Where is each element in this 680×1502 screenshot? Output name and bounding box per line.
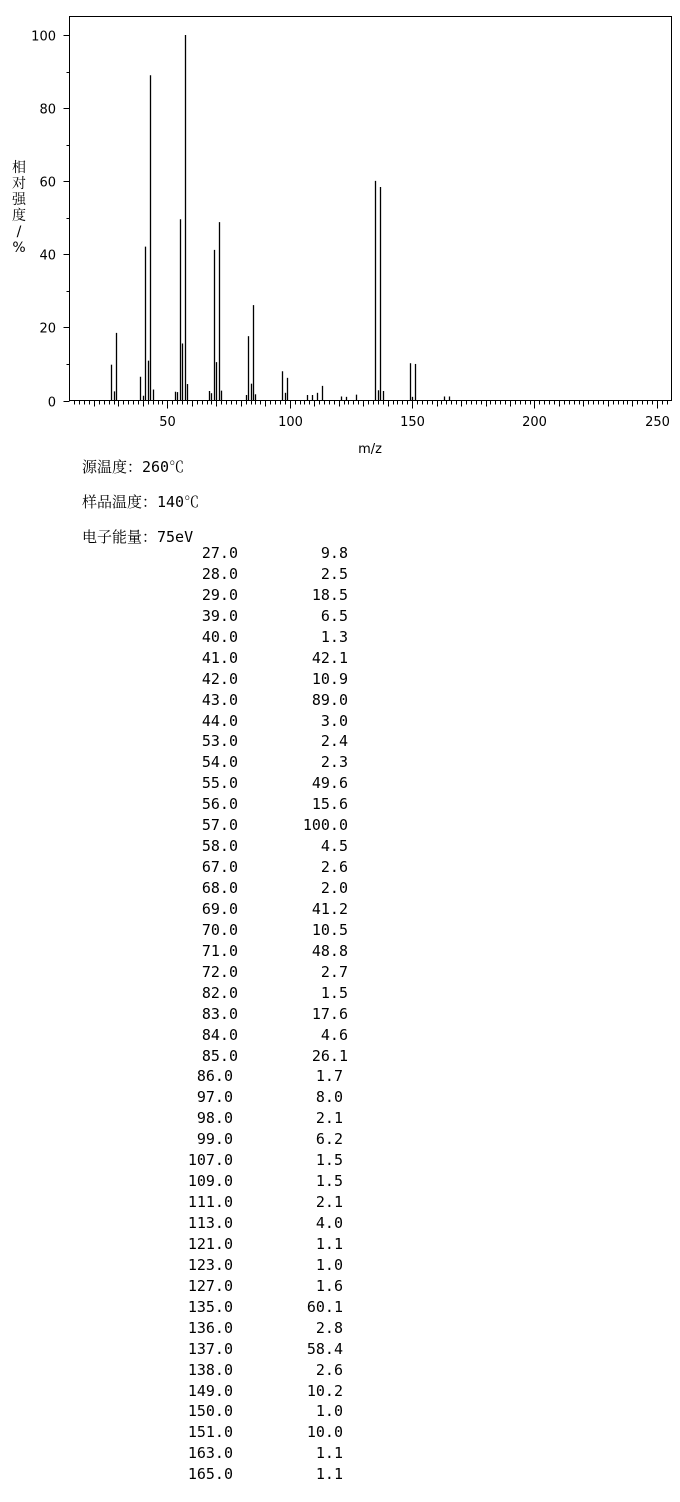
table-row [0, 1464, 680, 1485]
table-row [0, 1381, 680, 1402]
mz-value: 44.0 [201, 711, 238, 730]
abundance-value: 58.4 [306, 1339, 343, 1358]
mz-value: 97.0 [196, 1088, 233, 1107]
abundance-value: 1.7 [315, 1067, 343, 1086]
abundance-value: 9.8 [320, 544, 348, 562]
mass-spectrum-chart [0, 0, 680, 462]
x-tick-label: 100 [278, 415, 303, 430]
abundance-value: 1.1 [315, 1234, 343, 1253]
mz-value: 70.0 [201, 920, 238, 939]
x-tick-label: 150 [400, 415, 425, 430]
mz-value: 58.0 [201, 837, 238, 856]
abundance-value: 2.3 [320, 753, 348, 772]
y-tick-label: 80 [39, 102, 56, 118]
abundance-value: 2.1 [315, 1193, 343, 1212]
table-row [0, 1066, 680, 1087]
table-row [0, 794, 680, 815]
abundance-value: 2.1 [315, 1109, 343, 1128]
mz-value: 71.0 [201, 941, 238, 960]
abundance-value: 4.5 [320, 837, 348, 856]
y-tick-label: 0 [47, 395, 56, 411]
abundance-value: 1.0 [315, 1402, 343, 1421]
abundance-value: 100.0 [302, 816, 348, 835]
abundance-value: 10.5 [311, 920, 348, 939]
x-axis-label: m/z [358, 442, 382, 457]
table-row [0, 899, 680, 920]
x-axis-ticks [159, 401, 670, 431]
mz-value: 109.0 [187, 1172, 233, 1191]
abundance-value: 60.1 [306, 1297, 343, 1316]
table-row [0, 731, 680, 752]
table-row [0, 1339, 680, 1360]
table-row [0, 1401, 680, 1422]
abundance-value: 2.0 [320, 879, 348, 897]
mz-value: 111.0 [187, 1193, 233, 1212]
mz-value: 55.0 [201, 774, 238, 793]
mz-value: 151.0 [187, 1423, 233, 1442]
table-row [0, 983, 680, 1004]
peak-bars [112, 35, 450, 401]
mz-value: 29.0 [201, 585, 238, 604]
abundance-value: 2.7 [320, 962, 348, 981]
mz-value: 136.0 [187, 1318, 233, 1337]
table-row [0, 606, 680, 627]
mz-value: 85.0 [201, 1046, 238, 1065]
sample-temperature: 样品温度：140℃ [82, 493, 200, 511]
table-row [0, 1046, 680, 1067]
abundance-value: 6.2 [315, 1130, 343, 1149]
y-axis-label-char: 相 [12, 160, 26, 176]
electron-energy: 电子能量：75eV [82, 528, 194, 546]
table-row [0, 1255, 680, 1276]
table-row [0, 941, 680, 962]
mz-value: 84.0 [201, 1025, 238, 1044]
table-row [0, 1192, 680, 1213]
table-row [0, 1234, 680, 1255]
y-axis-label-char: / [16, 224, 22, 240]
mz-value: 82.0 [201, 983, 238, 1002]
abundance-value: 1.6 [315, 1276, 343, 1295]
y-tick-label: 100 [31, 29, 56, 45]
abundance-value: 41.2 [311, 899, 348, 918]
table-row [0, 773, 680, 794]
table-row [0, 1318, 680, 1339]
table-row [0, 836, 680, 857]
mz-value: 27.0 [201, 544, 238, 562]
table-row [0, 962, 680, 983]
x-tick-label: 200 [522, 415, 547, 430]
abundance-value: 6.5 [320, 606, 348, 625]
abundance-value: 10.9 [311, 669, 348, 688]
abundance-value: 1.1 [315, 1444, 343, 1463]
mz-value: 43.0 [201, 690, 238, 709]
table-row [0, 543, 680, 564]
abundance-value: 49.6 [311, 774, 348, 793]
table-row [0, 1004, 680, 1025]
abundance-value: 26.1 [311, 1046, 348, 1065]
mz-value: 42.0 [201, 669, 238, 688]
table-row [0, 1276, 680, 1297]
mz-value: 41.0 [201, 648, 238, 667]
mz-value: 39.0 [201, 606, 238, 625]
mz-value: 123.0 [187, 1255, 233, 1274]
abundance-value: 1.5 [315, 1172, 343, 1191]
abundance-value: 3.0 [320, 711, 348, 730]
table-row [0, 585, 680, 606]
table-row [0, 1129, 680, 1150]
table-row [0, 1150, 680, 1171]
mz-value: 54.0 [201, 753, 238, 772]
mz-value: 68.0 [201, 879, 238, 897]
abundance-value: 10.0 [306, 1423, 343, 1442]
mz-value: 150.0 [187, 1402, 233, 1421]
y-tick-label: 20 [39, 321, 56, 337]
abundance-value: 2.4 [320, 732, 348, 751]
mz-value: 127.0 [187, 1276, 233, 1295]
y-tick-label: 40 [39, 248, 56, 264]
abundance-value: 1.3 [320, 627, 348, 646]
table-row [0, 857, 680, 878]
y-axis-label [12, 159, 27, 256]
y-axis-label-char: % [12, 240, 26, 256]
table-row [0, 1422, 680, 1443]
mz-value: 86.0 [196, 1067, 233, 1086]
table-row [0, 1171, 680, 1192]
mz-value: 40.0 [201, 627, 238, 646]
abundance-value: 1.5 [315, 1151, 343, 1170]
abundance-value: 1.0 [315, 1255, 343, 1274]
abundance-value: 1.5 [320, 983, 348, 1002]
plot-frame [70, 17, 672, 401]
abundance-value: 2.8 [315, 1318, 343, 1337]
table-row [0, 1108, 680, 1129]
abundance-value: 89.0 [311, 690, 348, 709]
y-tick-label: 60 [39, 175, 56, 191]
mz-value: 149.0 [187, 1381, 233, 1400]
table-row [0, 627, 680, 648]
table-row [0, 920, 680, 941]
table-row [0, 752, 680, 773]
mz-value: 121.0 [187, 1234, 233, 1253]
table-row [0, 564, 680, 585]
mz-value: 72.0 [201, 962, 238, 981]
abundance-value: 10.2 [306, 1381, 343, 1400]
table-row [0, 1087, 680, 1108]
mz-value: 83.0 [201, 1004, 238, 1023]
abundance-value: 2.6 [320, 858, 348, 877]
mz-value: 165.0 [187, 1465, 233, 1484]
mz-value: 56.0 [201, 795, 238, 814]
y-axis-label-char: 对 [12, 176, 26, 192]
mz-value: 137.0 [187, 1339, 233, 1358]
abundance-value: 2.5 [320, 564, 348, 583]
mz-value: 99.0 [196, 1130, 233, 1149]
table-row [0, 1213, 680, 1234]
table-row [0, 669, 680, 690]
table-row [0, 1360, 680, 1381]
mz-value: 138.0 [187, 1360, 233, 1379]
mz-value: 57.0 [201, 816, 238, 835]
peak-table [0, 543, 680, 1485]
source-temperature: 源温度：260℃ [82, 458, 185, 476]
table-row [0, 1443, 680, 1464]
mz-value: 135.0 [187, 1297, 233, 1316]
abundance-value: 15.6 [311, 795, 348, 814]
mz-value: 28.0 [201, 564, 238, 583]
x-tick-label: 250 [645, 415, 670, 430]
abundance-value: 17.6 [311, 1004, 348, 1023]
mz-value: 53.0 [201, 732, 238, 751]
x-minor-ticks [75, 401, 668, 407]
table-row [0, 648, 680, 669]
table-row [0, 690, 680, 711]
mz-value: 113.0 [187, 1214, 233, 1232]
abundance-value: 4.0 [315, 1214, 343, 1232]
abundance-value: 1.1 [315, 1465, 343, 1484]
table-row [0, 815, 680, 836]
mz-value: 67.0 [201, 858, 238, 877]
mz-value: 163.0 [187, 1444, 233, 1463]
table-row [0, 711, 680, 732]
mz-value: 98.0 [196, 1109, 233, 1128]
y-axis-label-char: 强 [12, 192, 26, 208]
x-tick-label: 50 [159, 415, 176, 430]
abundance-value: 48.8 [311, 941, 348, 960]
table-row [0, 878, 680, 899]
abundance-value: 4.6 [320, 1025, 348, 1044]
abundance-value: 2.6 [315, 1360, 343, 1379]
abundance-value: 42.1 [311, 648, 348, 667]
y-axis-ticks [31, 30, 69, 411]
mz-value: 107.0 [187, 1151, 233, 1170]
mz-value: 69.0 [201, 899, 238, 918]
y-axis-label-char: 度 [12, 208, 26, 224]
abundance-value: 8.0 [315, 1088, 343, 1107]
table-row [0, 1297, 680, 1318]
table-row [0, 1025, 680, 1046]
abundance-value: 18.5 [311, 585, 348, 604]
